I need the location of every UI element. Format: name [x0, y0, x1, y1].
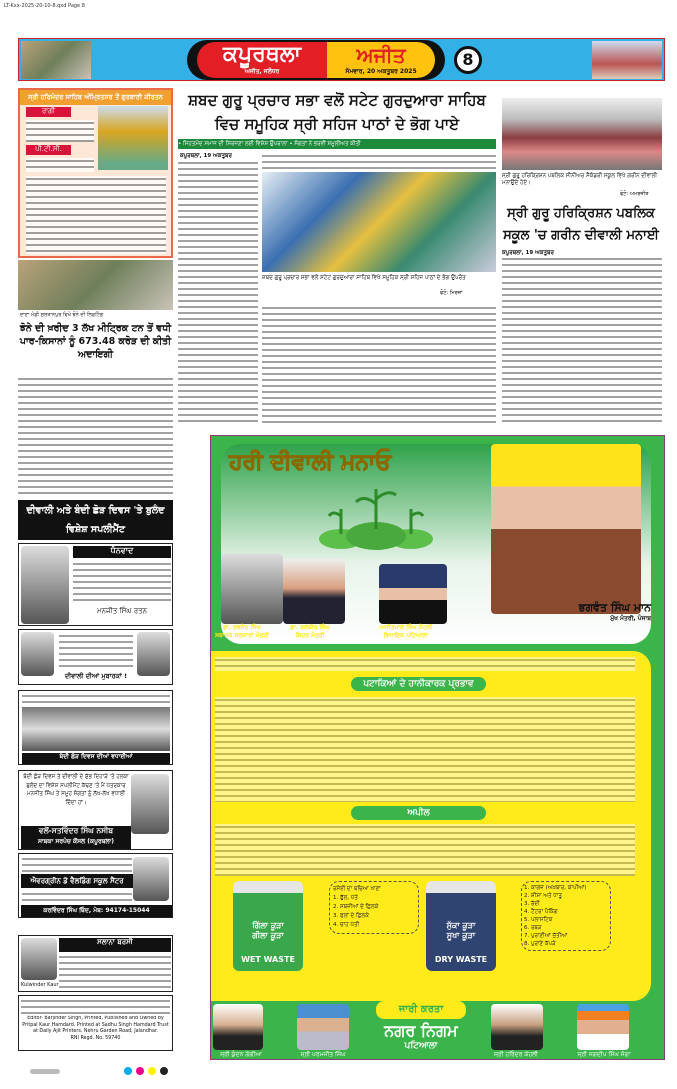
group-photo — [22, 707, 170, 751]
cm-role: ਮੁੱਖ ਮੰਤਰੀ, ਪੰਜਾਬ — [610, 615, 651, 622]
issuer-city: ਪਟਿਆਲਾ — [404, 1041, 438, 1051]
imprint: Editor- Barjinder Singh, Printed, Published and Owned by Pritpal Kaur Hamdard. Printed at Sadhu Singh Hamdard Trust at Daily Ajit Printers, Nehru Garden Road, Jalandhar. — [22, 1016, 169, 1034]
headline-school: ਸ੍ਰੀ ਗੁਰੂ ਹਰਿਕ੍ਰਿਸ਼ਨ ਪਬਲਿਕ ਸਕੂਲ 'ਚ ਗਰੀਨ ਦੀਵਾਲੀ ਮਨਾਈ — [503, 206, 659, 243]
leader-role: ਵਿਧਾਇਕ ਪਟਿਆਲਾ — [383, 632, 429, 639]
photo-caption: ਸ੍ਰੀ ਗੁਰੂ ਹਰਿਕ੍ਰਿਸ਼ਨ ਪਬਲਿਕ ਸੀਨੀਅਰ ਸੈਕੰਡਰੀ ਸਕੂਲ ਵਿਖੇ ਗਰੀਨ ਦੀਵਾਲੀ ਮਨਾਉਂਦੇ ਹੋਏ। — [502, 173, 657, 186]
photo-caption: ਸ਼ਬਦ ਗੁਰੂ ਪ੍ਰਚਾਰ ਸਭਾ ਵਲੋਂ ਸਟੇਟ ਗੁਰਦੁਆਰਾ ਸਾਹਿਬ ਵਿਖੇ ਸਮੂਹਿਕ ਸ੍ਰੀ ਸਹਿਜ ਪਾਠਾਂ ਦੇ ਭੋਗ ਉਪਰੰਤ — [262, 275, 466, 281]
tag-ragi: ਰਾਗੀ — [26, 107, 71, 117]
ad-title: ਹਰੀ ਦੀਵਾਲੀ ਮਨਾਓ — [229, 450, 392, 475]
thanks-title: ਧੰਨਵਾਦ — [73, 546, 171, 558]
plant-icon — [311, 484, 441, 554]
wet-waste-bin — [233, 881, 303, 971]
bin-text: ਗੀਲਾ ਕੂੜਾ — [252, 931, 284, 940]
leader-role: ਸਿਹਤ ਮੰਤਰੀ — [295, 632, 325, 639]
cm-portrait — [491, 444, 641, 614]
bin-text: ਸੂਖਾ ਕੂੜਾ — [446, 931, 476, 940]
photo-caption: ਦਾਣਾ ਮੰਡੀ ਸੁਲਤਾਨਪੁਰ ਵਿਖੇ ਝੋਨੇ ਦੀ ਲਿਫ਼ਟਿੰਗ — [20, 312, 104, 318]
school-photo — [502, 98, 662, 170]
brand-name: ਅਜੀਤ — [356, 43, 406, 67]
masthead-right-photo — [592, 41, 662, 79]
dry-item: 8. ਪੁਰਾਣੇ ਕੱਪੜੇ — [524, 941, 556, 947]
thanks-box — [18, 543, 173, 626]
group-photo-box — [18, 690, 173, 765]
leader-name: ਅਜੀਤਪਾਲ ਸਿੰਘ ਕੋਹਲੀ — [379, 624, 433, 631]
greeting-text: ਬੰਦੀ ਛੋੜ ਦਿਵਸ ਤੇ ਦੀਵਾਲੀ ਦੇ ਸ਼ੁੱਭ ਦਿਹਾੜੇ 'ਤੇ ਹਲਕਾ ਬੁਲੰਦ ਦਾ ਵਿਸ਼ੇਸ਼ ਸਪਲੀਮੈਂਟ ਕੱਢਣ 'ਤੇ ਮੈਂ ਪੱਤਰਕਾਰ ਮਨਜੀਤ ਸਿੰਘ ਤੇ ਸਮੂਹ ਸੰਗਤਾਂ ਨੂੰ ਲੱਖ-ਲੱਖ ਵਧਾਈ ਦਿੰਦਾ ਹਾਂ। — [23, 774, 129, 806]
dry-waste-bin — [426, 881, 496, 971]
dry-item: 1. ਕਾਗਜ਼ (ਅਖ਼ਬਾਰ, ਕਾਪੀਆਂ) — [524, 885, 587, 891]
color-registration-bar — [0, 1066, 677, 1076]
greeting-org: ਸਾਬਕਾ ਸਰਪੰਚ ਕੌਂਸਲ (ਕਪੂਰਥਲਾ) — [21, 838, 131, 849]
dry-item: 6. ਰਬੜ — [524, 925, 542, 931]
official-name: ਸ੍ਰੀ ਹਰਿੰਦਰ ਕੋਹਲੀ — [493, 1051, 538, 1058]
rni-number: RNI Regd. No. 59740 — [70, 1035, 121, 1041]
issuer-org: ਨਗਰ ਨਿਗਮ — [384, 1021, 458, 1040]
box-title: ਸ੍ਰੀ ਹਰਿਮੰਦਰ ਸਾਹਿਬ ਅੰਮ੍ਰਿਤਸਰ ਤੋਂ ਗੁਰਬਾਣੀ ਕੀਰਤਨ — [20, 90, 171, 105]
dry-item: 5. ਪਲਾਸਟਿਕ — [524, 917, 553, 923]
wet-item: 3. ਫਲਾਂ ਦੇ ਛਿਲਕੇ — [333, 913, 369, 919]
official-name: ਸ੍ਰੀ ਜਗਦੀਪ ਸਿੰਘ ਜੱਗਾ — [577, 1051, 631, 1058]
leader-role: ਸਥਾਨਕ ਸਰਕਾਰਾਂ ਮੰਤਰੀ — [215, 632, 269, 639]
golden-temple-photo — [98, 106, 168, 170]
gurdwara-photo — [262, 172, 496, 272]
green-diwali-ad — [210, 435, 665, 1060]
dry-item: 4. ਟੈਟਰਾ ਪੈਕਿੰਗ — [524, 909, 558, 915]
edition: ਅਜੀਤ, ਜਲੰਧਰ — [244, 68, 280, 75]
leader-name: ਡਾ. ਰਵਜੋਤ ਸਿੰਘ — [223, 624, 261, 631]
bin-label: DRY WASTE — [434, 955, 488, 964]
bin-label: WET WASTE — [241, 955, 295, 964]
bin-text: ਸੁੱਕਾ ਕੂੜਾ — [446, 921, 476, 930]
memorial-box — [18, 935, 173, 992]
dry-item: 7. ਪੁਰਾਣੀਆਂ ਜੁੱਤੀਆਂ — [524, 933, 568, 939]
imprint-box — [18, 995, 173, 1051]
wet-item: 2. ਸਬਜ਼ੀਆਂ ਦੇ ਛਿਲਕੇ — [333, 904, 379, 910]
bin-text: ਗਿੱਲਾ ਕੂੜਾ — [252, 921, 284, 930]
dry-item: 2. ਸ਼ੀਸ਼ਾ ਅਤੇ ਧਾਤੂ — [524, 893, 562, 899]
masthead — [18, 38, 665, 81]
portrait — [21, 546, 69, 624]
appeal-text — [215, 824, 635, 876]
dateline: ਕਪੂਰਥਲਾ, 19 ਅਕਤੂਬਰ — [180, 153, 232, 159]
greeting-footer: ਦੀਵਾਲੀ ਦੀਆਂ ਮੁਬਾਰਕਾਂ ! — [64, 672, 128, 680]
thanks-name: ਮਨਜੀਤ ਸਿੰਘ ਰਤਨ — [97, 607, 147, 615]
center-title: ਐਵਰਗ੍ਰੀਨ ਡੋ ਵੈਲਡਿੰਗ ਸਕੂਲ ਸੈਂਟਰ — [21, 874, 133, 888]
greeting-box-1 — [18, 629, 173, 685]
photo-credit: ਫੋਟੋ: ਅਮਰਜੀਤ — [620, 191, 649, 197]
wet-item: 1. ਫੁੱਲ, ਪੱਤੇ — [333, 895, 358, 901]
effects-title: ਪਟਾਕਿਆਂ ਦੇ ਹਾਨੀਕਾਰਕ ਪ੍ਰਭਾਵ — [351, 677, 486, 691]
photo-credit: ਫੋਟੋ: ਮਿਰਜ਼ਾ — [440, 290, 463, 296]
golden-temple-box — [18, 88, 173, 258]
headline-gurdwara: ਸ਼ਬਦ ਗੁਰੂ ਪ੍ਰਚਾਰ ਸਭਾ ਵਲੋਂ ਸਟੇਟ ਗੁਰਦੁਆਰਾ ਸਾਹਿਬ ਵਿਚ ਸਮੂਹਿਕ ਸ੍ਰੀ ਸਹਿਜ ਪਾਠਾਂ ਦੇ ਭੋਗ ਪਾਏ — [188, 91, 486, 133]
headline-paddy: ਝੋਨੇ ਦੀ ਖ਼ਰੀਦ 3 ਲੱਖ ਮੀਟ੍ਰਿਕ ਟਨ ਤੋਂ ਵਧੀ ਪਾਰ-ਕਿਸਾਨਾਂ ਨੂੰ 673.48 ਕਰੋੜ ਦੀ ਕੀਤੀ ਅਦਾਇਗੀ — [19, 323, 172, 360]
dry-item: 3. ਰੱਦੀ — [524, 901, 540, 907]
date: ਸੋਮਵਾਰ, 20 ਅਕਤੂਬਰ 2025 — [345, 68, 417, 75]
paper-name: ਕਪੂਰਥਲਾ — [223, 42, 301, 67]
memorial-title: ਸਲਾਨਾ ਬਰਸੀ — [59, 938, 171, 952]
cm-name: ਭਗਵੰਤ ਸਿੰਘ ਮਾਨ — [578, 601, 651, 614]
wet-item: 4. ਚਾਹ ਪੱਤੀ — [333, 922, 360, 928]
group-caption: ਬੰਦੀ ਛੋੜ ਦਿਵਸ ਦੀਆਂ ਵਧਾਈਆਂ — [22, 753, 170, 764]
article-body — [18, 376, 173, 495]
issued-by: ਜਾਰੀ ਕਰਤਾ — [376, 1001, 466, 1019]
dateline: ਕਪੂਰਥਲਾ, 19 ਅਕਤੂਬਰ — [502, 250, 554, 256]
tag-ptc: ਪੀ.ਟੀ.ਸੀ. — [26, 145, 71, 155]
greeting-box-2 — [18, 770, 173, 850]
greeting-sign: ਵਲੋਂ-ਸਤਵਿੰਦਰ ਸਿੰਘ ਨਸੀਬ — [21, 826, 131, 838]
official-name: ਸ੍ਰੀ ਪਰਮਜੀਤ ਸਿੰਘ — [300, 1051, 346, 1058]
center-contact: ਕਰਵਿੰਦਰ ਸਿੰਘ ਥਿੰਦ, ਮੋਬ: 94174-15044 — [21, 905, 172, 917]
memorial-name: Kulwinder Kaur — [21, 982, 59, 988]
subhead-strip: • ਸਿਹਤਮੰਦ ਸਮਾਜ ਦੀ ਸਿਰਜਣਾ ਲਈ ਵਿਸ਼ੇਸ਼ ਉਪਰਾਲਾ • ਸੰਗਤਾਂ ਨੇ ਭਰਵੀਂ ਸ਼ਮੂਲੀਅਤ ਕੀਤੀ — [178, 139, 496, 149]
masthead-left-photo — [21, 41, 91, 79]
effects-list — [215, 697, 635, 802]
print-slug: LT-Kxx-2025-20-10-8.qxd Page 8 — [4, 3, 85, 9]
page-number: 8 — [454, 46, 482, 74]
wet-item: ਰਸੋਈ ਦਾ ਬਚਿਆ ਖਾਣਾ — [333, 886, 381, 892]
appeal-title: ਅਪੀਲ — [351, 806, 486, 820]
center-ad — [18, 853, 173, 918]
supplement-banner: ਦੀਵਾਲੀ ਅਤੇ ਬੰਦੀ ਛੋੜ ਦਿਵਸ 'ਤੇ ਬੁਲੰਦ ਵਿਸ਼ੇਸ਼ ਸਪਲੀਮੈਂਟ — [18, 500, 173, 540]
leader-name: ਡਾ. ਬਲਬੀਰ ਸਿੰਘ — [290, 624, 330, 631]
official-name: ਸ੍ਰੀ ਕੁੰਦਨ ਗੋਗੀਆ — [220, 1051, 262, 1058]
paddy-photo — [18, 260, 173, 310]
